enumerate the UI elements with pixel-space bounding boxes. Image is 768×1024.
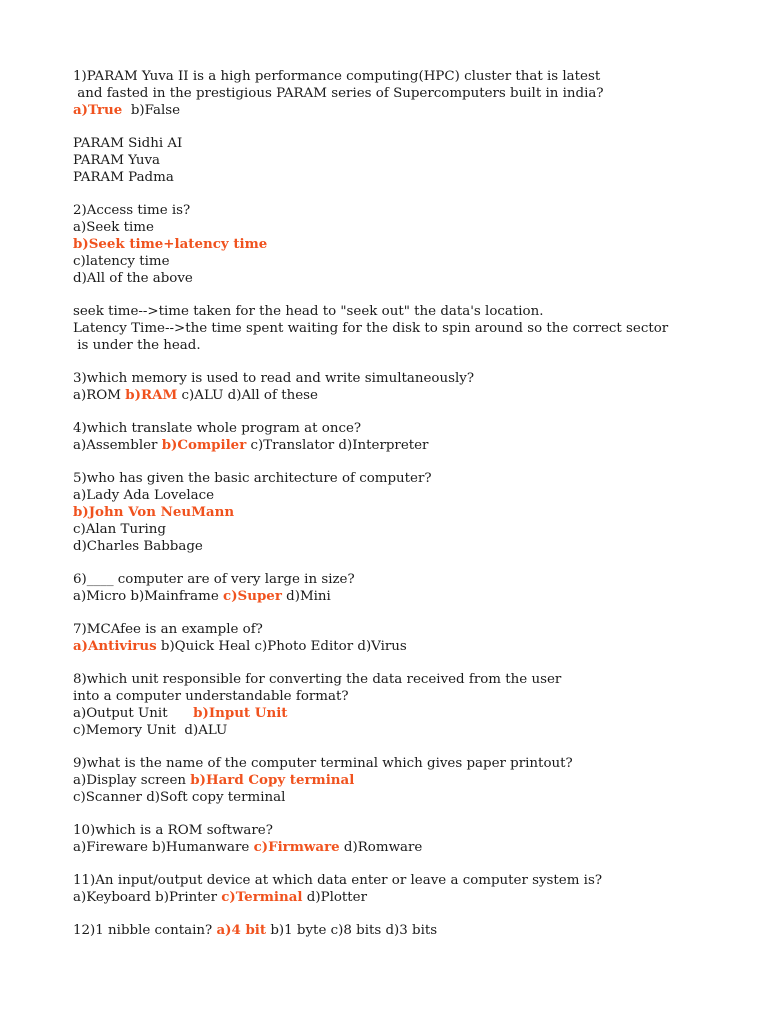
- q11-answer: c)Terminal: [221, 889, 303, 905]
- document-page: [73, 68, 753, 939]
- q4-options: [73, 437, 753, 454]
- note-seek-time: seek time-->time taken for the head to "seek out" the data's location.: [73, 304, 544, 319]
- q6-options: [73, 588, 753, 605]
- q11-options: [73, 889, 753, 906]
- q3-options: [73, 387, 753, 404]
- q9-options-line-1: [73, 772, 753, 789]
- q2-option-c: c)latency time: [73, 254, 170, 269]
- q3-question: 3)which memory is used to read and write simultaneously?: [73, 371, 474, 386]
- q4-options-post: c)Translator d)Interpreter: [246, 438, 429, 453]
- param-list-item: PARAM Padma: [73, 170, 174, 185]
- q7-options: [73, 638, 753, 655]
- q2-question: 2)Access time is?: [73, 203, 191, 218]
- q3-answer: b)RAM: [125, 387, 178, 403]
- q1-question-line-1: 1)PARAM Yuva II is a high performance computing(HPC) cluster that is latest: [73, 69, 601, 84]
- q3-options-pre: a)ROM: [73, 388, 126, 403]
- q9-question: 9)what is the name of the computer terminal which gives paper printout?: [73, 756, 573, 771]
- note-latency-time-cont: is under the head.: [73, 338, 201, 353]
- q11-question: 11)An input/output device at which data enter or leave a computer system is?: [73, 873, 603, 888]
- param-list-item: PARAM Sidhi AI: [73, 136, 183, 151]
- q4-options-pre: a)Assembler: [73, 438, 162, 453]
- q2-option-d: d)All of the above: [73, 271, 193, 286]
- q4-question: 4)which translate whole program at once?: [73, 421, 362, 436]
- q6-question: 6)____ computer are of very large in size?: [73, 572, 355, 587]
- q1-options-rest: b)False: [122, 103, 181, 118]
- q2-option-a: a)Seek time: [73, 220, 154, 235]
- q5-option-d: d)Charles Babbage: [73, 539, 203, 554]
- q1-options: [73, 102, 753, 119]
- q5-option-c: c)Alan Turing: [73, 522, 166, 537]
- q12-answer: a)4 bit: [216, 922, 267, 938]
- q1-question-line-2: and fasted in the prestigious PARAM series of Supercomputers built in india?: [73, 86, 604, 101]
- q8-options-pre: a)Output Unit: [73, 706, 194, 721]
- q6-answer: c)Super: [223, 588, 282, 604]
- q8-question-line-1: 8)which unit responsible for converting the data received from the user: [73, 672, 562, 687]
- q6-options-post: d)Mini: [281, 589, 331, 604]
- q8-options-line-1: [73, 705, 753, 722]
- q8-options-line-2: c)Memory Unit d)ALU: [73, 723, 228, 738]
- q1-answer: a)True: [73, 102, 123, 118]
- q9-options-pre: a)Display screen: [73, 773, 191, 788]
- q9-options-line-2: c)Scanner d)Soft copy terminal: [73, 790, 286, 805]
- q6-options-pre: a)Micro b)Mainframe: [73, 589, 224, 604]
- q8-answer: b)Input Unit: [193, 705, 288, 721]
- q5-question: 5)who has given the basic architecture of computer?: [73, 471, 432, 486]
- q7-options-post: b)Quick Heal c)Photo Editor d)Virus: [156, 639, 407, 654]
- q10-answer: c)Firmware: [253, 839, 340, 855]
- note-latency-time: Latency Time-->the time spent waiting for the disk to spin around so the correct sector: [73, 321, 669, 336]
- q10-options-post: d)Romware: [339, 840, 423, 855]
- q8-question-line-2: into a computer understandable format?: [73, 689, 349, 704]
- param-list-item: PARAM Yuva: [73, 153, 161, 168]
- q11-options-post: d)Plotter: [302, 890, 368, 905]
- q11-options-pre: a)Keyboard b)Printer: [73, 890, 222, 905]
- q7-answer: a)Antivirus: [73, 638, 157, 654]
- q5-option-a: a)Lady Ada Lovelace: [73, 488, 215, 503]
- q10-options: [73, 839, 753, 856]
- q5-answer: b)John Von NeuMann: [73, 504, 235, 520]
- q12-question-text: 12)1 nibble contain?: [73, 923, 217, 938]
- q12-question: [73, 922, 753, 939]
- q7-question: 7)MCAfee is an example of?: [73, 622, 263, 637]
- q4-answer: b)Compiler: [161, 437, 247, 453]
- q12-options-post: b)1 byte c)8 bits d)3 bits: [266, 923, 438, 938]
- q10-options-pre: a)Fireware b)Humanware: [73, 840, 254, 855]
- q10-question: 10)which is a ROM software?: [73, 823, 273, 838]
- q9-answer: b)Hard Copy terminal: [190, 772, 355, 788]
- q3-options-post: c)ALU d)All of these: [177, 388, 318, 403]
- q2-answer: b)Seek time+latency time: [73, 236, 268, 252]
